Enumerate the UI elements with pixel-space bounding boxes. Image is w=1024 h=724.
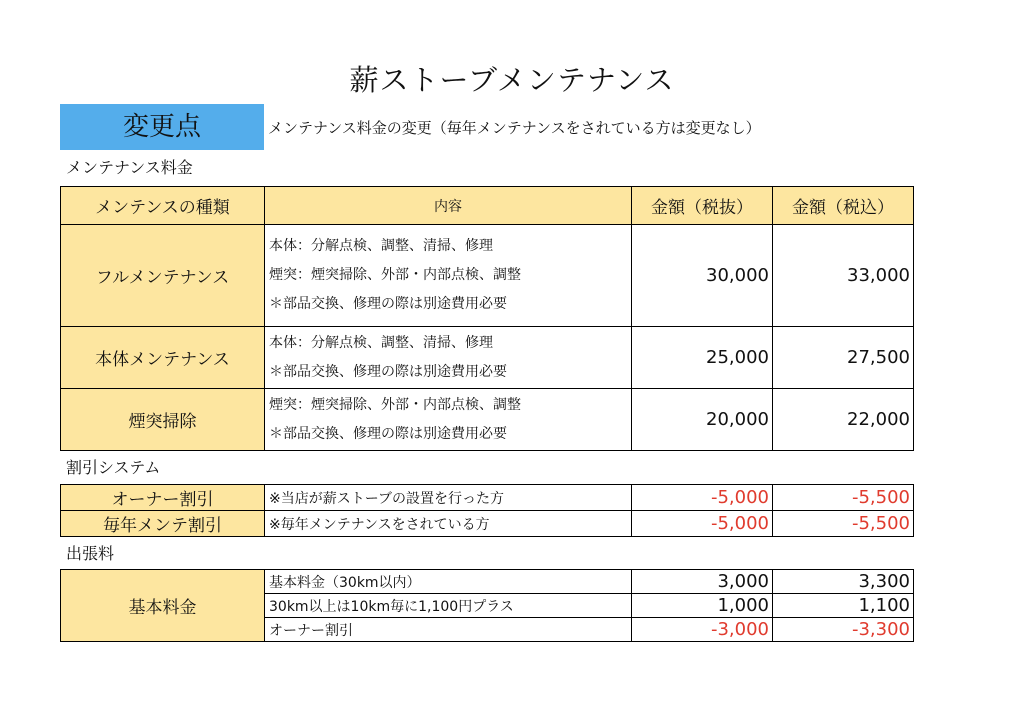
- price-in: 22,000: [773, 389, 914, 451]
- price-ex: -5,000: [632, 485, 773, 511]
- row-name: オーナー割引: [61, 485, 265, 511]
- header-price-ex: 金額（税抜）: [632, 187, 773, 225]
- desc-line: 煙突：煙突掃除、外部・内部点検、調整: [269, 267, 521, 283]
- price-ex: 20,000: [632, 389, 773, 451]
- row-desc: ※毎年メンテナンスをされている方: [265, 511, 632, 537]
- header-content: 内容: [265, 187, 632, 225]
- travel-section-title: 出張料: [66, 544, 115, 563]
- desc-line: ＊部品交換、修理の際は別途費用必要: [269, 425, 507, 442]
- row-name: フルメンテナンス: [61, 225, 265, 327]
- discount-table: [60, 484, 914, 537]
- price-in: -5,500: [773, 485, 914, 511]
- price-in: 3,300: [773, 570, 914, 594]
- change-note: メンテナンス料金の変更（毎年メンテナンスをされている方は変更なし）: [268, 119, 761, 137]
- row-desc: 30km以上は10km毎に1,100円プラス: [265, 594, 632, 618]
- price-ex: 30,000: [632, 225, 773, 327]
- table-row: [61, 225, 914, 327]
- desc-line: 煙突：煙突掃除、外部・内部点検、調整: [269, 396, 521, 413]
- price-in: 1,100: [773, 594, 914, 618]
- maintenance-header-row: [61, 187, 914, 225]
- table-row: [61, 389, 914, 451]
- travel-table: [60, 569, 914, 642]
- header-price-in: 金額（税込）: [773, 187, 914, 225]
- table-row: [61, 570, 914, 594]
- price-ex: -3,000: [632, 618, 773, 642]
- row-desc: オーナー割引: [265, 618, 632, 642]
- price-in: 27,500: [773, 327, 914, 389]
- page-title: 薪ストーブメンテナンス: [349, 63, 675, 97]
- price-in: 33,000: [773, 225, 914, 327]
- price-ex: -5,000: [632, 511, 773, 537]
- row-name: 煙突掃除: [61, 389, 265, 451]
- discount-section-title: 割引システム: [66, 458, 161, 477]
- desc-line: ＊部品交換、修理の際は別途費用必要: [269, 363, 507, 380]
- price-ex: 3,000: [632, 570, 773, 594]
- table-row: [61, 485, 914, 511]
- row-name: 毎年メンテ割引: [61, 511, 265, 537]
- row-name: 本体メンテナンス: [61, 327, 265, 389]
- row-name: 基本料金: [61, 570, 265, 642]
- maintenance-table: [60, 186, 914, 451]
- desc-line: ＊部品交換、修理の際は別途費用必要: [269, 296, 507, 312]
- row-desc: 基本料金（30km以内）: [265, 570, 632, 594]
- price-ex: 1,000: [632, 594, 773, 618]
- table-row: [61, 511, 914, 537]
- desc-line: 本体：分解点検、調整、清掃、修理: [269, 238, 493, 254]
- desc-line: 本体：分解点検、調整、清掃、修理: [269, 334, 493, 351]
- price-in: -3,300: [773, 618, 914, 642]
- price-ex: 25,000: [632, 327, 773, 389]
- maintenance-section-title: メンテナンス料金: [66, 158, 193, 177]
- row-desc: ※当店が薪ストーブの設置を行った方: [265, 485, 632, 511]
- header-type: メンテンスの種類: [61, 187, 265, 225]
- row-desc: [265, 327, 632, 389]
- change-label: 変更点: [60, 104, 264, 150]
- table-row: [61, 327, 914, 389]
- row-desc: [265, 225, 632, 327]
- row-desc: [265, 389, 632, 451]
- price-in: -5,500: [773, 511, 914, 537]
